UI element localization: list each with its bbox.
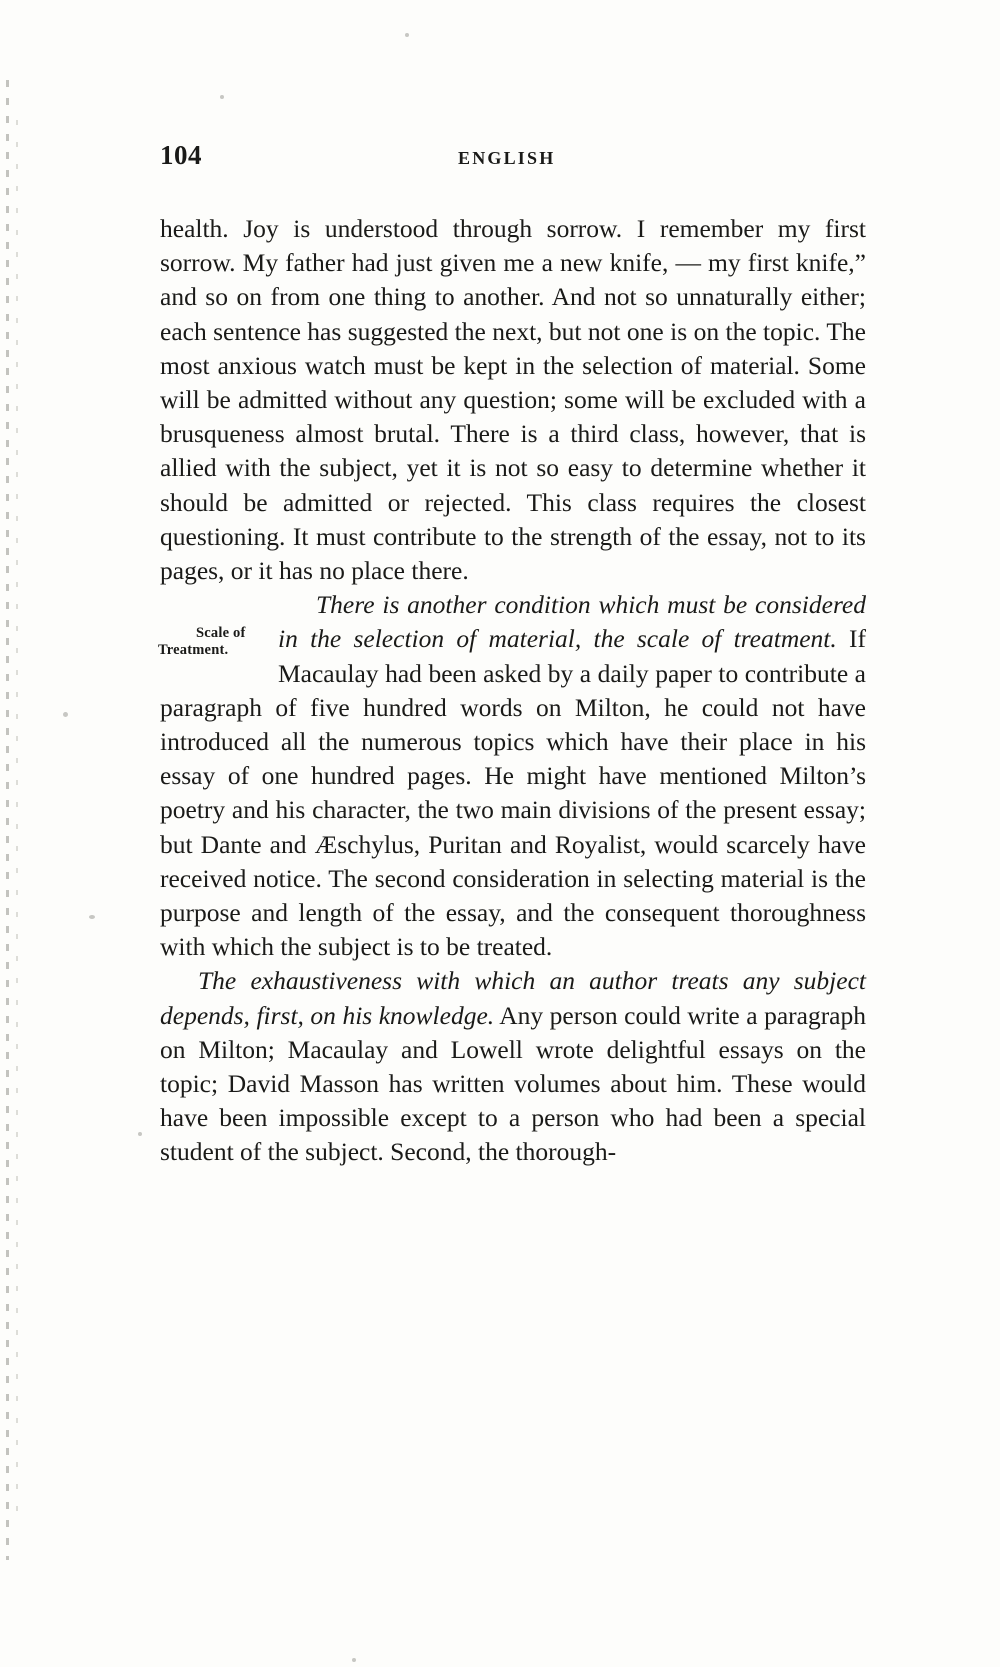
paragraph-2-body: If Macaulay had been asked by a daily paper to contribute a paragraph of five hundred words on Milton, he could not have introduced all the numerous topics which have their place in his essay of one hundred pages. He might have mentioned Milton’s poetry and his character, the two main divisions of the present essay; but Dante and Æschylus, Puritan and Royalist, would scarcely have received notice. The second consideration in selecting material is the purpose and length of the essay, and the consequent thoroughness with which the subject is to be treated. <box>160 624 867 962</box>
paragraph-3 <box>160 964 866 1169</box>
scan-speck <box>89 915 95 919</box>
sidenote-line-1: Scale of <box>196 625 246 642</box>
scan-speck <box>220 95 224 99</box>
page-number: 104 <box>160 140 202 170</box>
scan-speck <box>352 1658 356 1662</box>
paragraph-3-body: Any person could write a paragraph on Milton; Macaulay and Lowell wrote delightful essays on the topic; David Masson has written volumes about him. These would have been impossible except to a person who had been a special student of the subject. Second, the thorough- <box>160 1000 867 1167</box>
paragraph-1: health. Joy is understood through sorrow. I remember my first sorrow. My father had just given me a new knife, — my first knife,” and so on from one thing to another. And not so unnaturally either; each sentence has suggested the next, but not one is on the topic. The most anxious watch must be kept in the selection of material. Some will be admitted without any question; some will be excluded with a brusqueness almost brutal. There is a third class, however, that is allied with the subject, yet it is not so easy to determine whether it should be admitted or rejected. This class requires the closest questioning. It must contribute to the strength of the essay, not to its pages, or it has no place there. <box>160 214 866 586</box>
scan-edge-artifact-secondary <box>16 120 18 1520</box>
paragraph-3-italic-lead: The exhaustiveness with which an author treats any subject depends, first, on his knowledge. <box>160 966 866 1030</box>
scan-speck <box>405 33 409 37</box>
sidenote-scale-of-treatment <box>158 625 266 659</box>
running-head <box>160 140 866 184</box>
page-content <box>160 140 866 1170</box>
body-text <box>160 212 866 1170</box>
paragraph-2-italic-lead: There is another condition which must be considered in the selection of material, the scale of treatment. <box>278 590 866 654</box>
scan-speck <box>138 1132 142 1136</box>
running-head-title: ENGLISH <box>458 148 556 168</box>
sidenote-line-2: Treatment. <box>158 642 229 659</box>
scan-speck <box>63 712 68 717</box>
scan-edge-artifact <box>6 80 9 1560</box>
paragraph-2 <box>160 588 866 964</box>
